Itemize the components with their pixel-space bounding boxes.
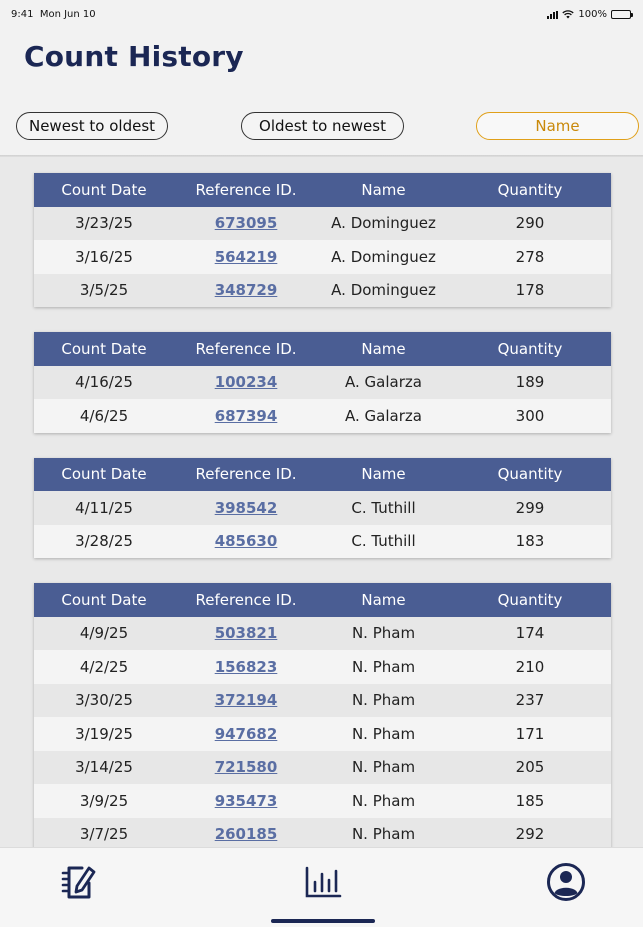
cell-name: N. Pham (351, 758, 416, 777)
table-row (34, 240, 611, 274)
page-title: Count History (24, 40, 244, 73)
count-group (34, 458, 611, 559)
cell-count-date: 3/30/25 (75, 691, 133, 710)
reference-id-link[interactable]: 947682 (214, 724, 278, 743)
user-profile-icon (546, 862, 586, 902)
count-group (34, 583, 611, 847)
cell-name: N. Pham (351, 825, 416, 844)
table-row (34, 684, 611, 718)
cell-count-date: 4/2/25 (79, 657, 129, 676)
cell-reference-id (174, 725, 318, 743)
cell-name: N. Pham (351, 791, 416, 810)
cell-reference-id (174, 825, 318, 843)
cell-name: C. Tuthill (351, 532, 416, 551)
cell-reference-id (174, 373, 318, 391)
reference-id-link[interactable]: 503821 (214, 624, 278, 643)
cell-name: A. Galarza (345, 373, 422, 392)
cell-quantity: 237 (515, 691, 545, 710)
cell-name: A. Dominguez (331, 247, 436, 266)
cell-name: A. Galarza (345, 406, 422, 425)
cell-name: A. Dominguez (331, 214, 436, 233)
table-body (34, 617, 611, 848)
header-reference-id: Reference ID. (195, 590, 297, 609)
reference-id-link[interactable]: 372194 (214, 691, 278, 710)
table-row (34, 491, 611, 525)
table-header (34, 173, 611, 207)
cell-quantity: 189 (515, 373, 545, 392)
cell-name: N. Pham (351, 691, 416, 710)
cell-name: C. Tuthill (351, 498, 416, 517)
reference-id-link[interactable]: 156823 (214, 657, 278, 676)
table-row (34, 525, 611, 559)
signal-icon (547, 11, 558, 19)
table-row (34, 751, 611, 785)
cell-reference-id (174, 281, 318, 299)
sort-bar (0, 112, 643, 142)
wifi-icon (562, 10, 574, 19)
cell-quantity: 292 (515, 825, 545, 844)
count-group (34, 332, 611, 433)
table-row (34, 399, 611, 433)
battery-percent: 100% (578, 9, 607, 20)
header-count-date: Count Date (61, 590, 147, 609)
status-clock: 9:41 (11, 9, 34, 20)
notebook-edit-icon (58, 862, 98, 902)
sort-name-button[interactable]: Name (476, 112, 639, 140)
nav-item-log-count[interactable] (58, 862, 98, 902)
reference-id-link[interactable]: 564219 (214, 247, 278, 266)
cell-reference-id (174, 532, 318, 550)
cell-count-date: 3/19/25 (75, 724, 133, 743)
header-reference-id: Reference ID. (195, 465, 297, 484)
active-tab-indicator (271, 919, 375, 923)
table-row (34, 617, 611, 651)
cell-count-date: 3/16/25 (75, 247, 133, 266)
cell-count-date: 3/7/25 (79, 825, 129, 844)
status-time (11, 9, 96, 20)
bar-chart-icon (303, 862, 343, 902)
table-header (34, 583, 611, 617)
cell-reference-id (174, 758, 318, 776)
cell-quantity: 278 (515, 247, 545, 266)
cell-count-date: 3/28/25 (75, 532, 133, 551)
cell-count-date: 4/16/25 (75, 373, 133, 392)
status-date: Mon Jun 10 (39, 9, 96, 20)
table-row (34, 784, 611, 818)
header-count-date: Count Date (61, 465, 147, 484)
header-quantity: Quantity (497, 180, 563, 199)
reference-id-link[interactable]: 398542 (214, 498, 278, 517)
header-reference-id: Reference ID. (195, 339, 297, 358)
cell-quantity: 290 (515, 214, 545, 233)
header-name: Name (361, 339, 406, 358)
cell-count-date: 3/5/25 (79, 281, 129, 300)
table-body (34, 207, 611, 308)
status-indicators (547, 9, 631, 20)
cell-count-date: 4/9/25 (79, 624, 129, 643)
reference-id-link[interactable]: 260185 (214, 825, 278, 844)
bottom-nav (0, 847, 643, 927)
reference-id-link[interactable]: 687394 (214, 406, 278, 425)
cell-name: A. Dominguez (331, 281, 436, 300)
table-row (34, 650, 611, 684)
cell-count-date: 4/11/25 (75, 498, 133, 517)
cell-reference-id (174, 214, 318, 232)
cell-quantity: 178 (515, 281, 545, 300)
table-header (34, 458, 611, 492)
cell-reference-id (174, 624, 318, 642)
header-quantity: Quantity (497, 590, 563, 609)
cell-name: N. Pham (351, 657, 416, 676)
count-history-list[interactable] (0, 157, 643, 847)
count-group (34, 173, 611, 307)
table-row (34, 274, 611, 308)
header-name: Name (361, 180, 406, 199)
cell-count-date: 3/23/25 (75, 214, 133, 233)
table-row (34, 366, 611, 400)
nav-item-profile[interactable] (546, 862, 586, 902)
sort-newest-button[interactable]: Newest to oldest (16, 112, 168, 140)
table-body (34, 366, 611, 433)
cell-name: N. Pham (351, 624, 416, 643)
cell-quantity: 300 (515, 406, 545, 425)
cell-reference-id (174, 658, 318, 676)
cell-count-date: 3/9/25 (79, 791, 129, 810)
cell-reference-id (174, 499, 318, 517)
cell-quantity: 171 (515, 724, 545, 743)
header-name: Name (361, 465, 406, 484)
cell-quantity: 183 (515, 532, 545, 551)
header-quantity: Quantity (497, 339, 563, 358)
reference-id-link[interactable]: 348729 (214, 281, 278, 300)
reference-id-link[interactable]: 935473 (214, 791, 278, 810)
table-body (34, 491, 611, 558)
cell-quantity: 210 (515, 657, 545, 676)
battery-icon (611, 10, 631, 19)
sort-oldest-button[interactable]: Oldest to newest (241, 112, 404, 140)
reference-id-link[interactable]: 673095 (214, 214, 278, 233)
cell-quantity: 205 (515, 758, 545, 777)
header-reference-id: Reference ID. (195, 180, 297, 199)
cell-name: N. Pham (351, 724, 416, 743)
header-count-date: Count Date (61, 180, 147, 199)
reference-id-link[interactable]: 485630 (214, 532, 278, 551)
cell-quantity: 174 (515, 624, 545, 643)
cell-reference-id (174, 248, 318, 266)
cell-reference-id (174, 407, 318, 425)
cell-count-date: 3/14/25 (75, 758, 133, 777)
reference-id-link[interactable]: 721580 (214, 758, 278, 777)
cell-reference-id (174, 792, 318, 810)
table-row (34, 207, 611, 241)
header-count-date: Count Date (61, 339, 147, 358)
header-name: Name (361, 590, 406, 609)
cell-count-date: 4/6/25 (79, 406, 129, 425)
cell-quantity: 185 (515, 791, 545, 810)
table-row (34, 818, 611, 848)
reference-id-link[interactable]: 100234 (214, 373, 278, 392)
cell-quantity: 299 (515, 498, 545, 517)
table-row (34, 717, 611, 751)
nav-item-history[interactable] (303, 862, 343, 902)
cell-reference-id (174, 691, 318, 709)
table-header (34, 332, 611, 366)
header-quantity: Quantity (497, 465, 563, 484)
status-bar (0, 0, 643, 30)
